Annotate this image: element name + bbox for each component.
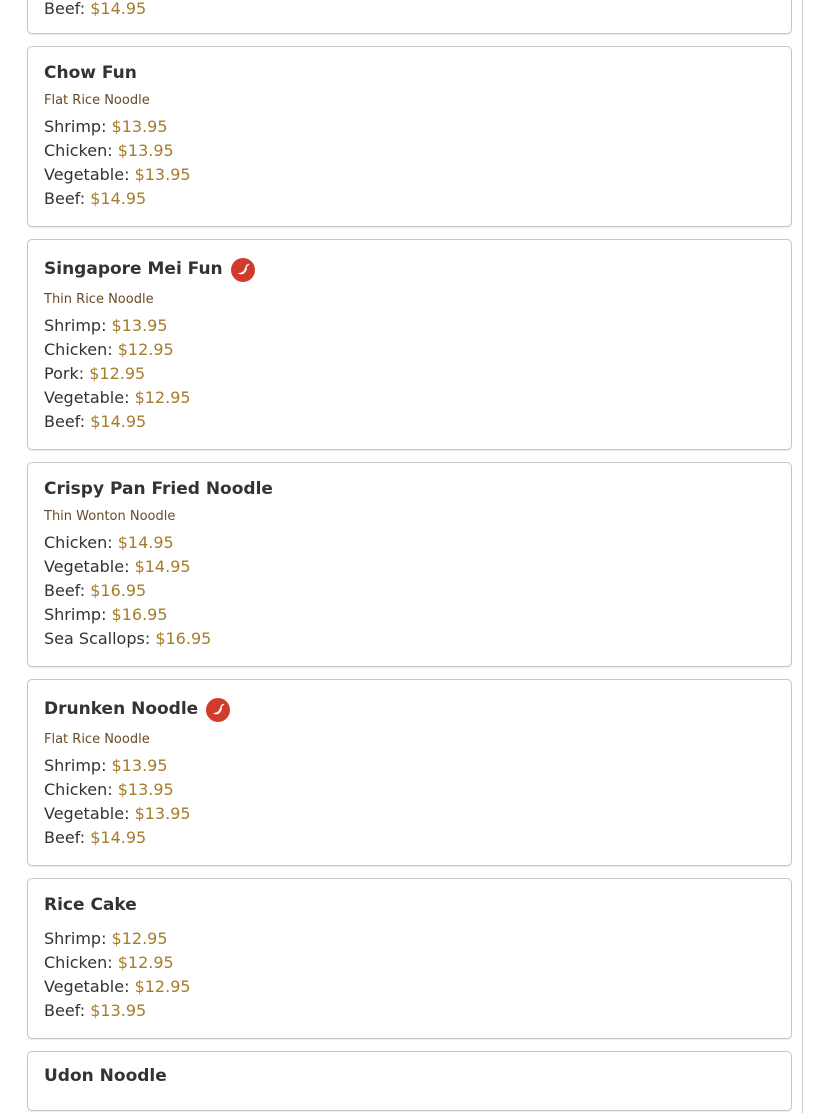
price-line — [44, 999, 775, 1023]
item-title — [44, 59, 775, 87]
price-line — [44, 163, 775, 187]
price-option-label: Chicken: — [44, 141, 113, 160]
price-line — [44, 187, 775, 211]
price-option-label: Vegetable: — [44, 388, 130, 407]
menu-item-card[interactable] — [27, 239, 792, 450]
price-value: $16.95 — [111, 605, 168, 624]
price-line — [44, 386, 775, 410]
item-title — [44, 692, 775, 726]
price-option-label: Chicken: — [44, 533, 113, 552]
price-line — [44, 826, 775, 850]
item-subtitle: Thin Rice Noodle — [44, 292, 154, 307]
price-value: $16.95 — [155, 629, 212, 648]
price-option-label: Shrimp: — [44, 929, 107, 948]
price-line — [44, 410, 775, 434]
price-line — [44, 754, 775, 778]
price-line — [44, 555, 775, 579]
item-subtitle: Thin Wonton Noodle — [44, 509, 176, 524]
price-value: $13.95 — [111, 756, 168, 775]
price-line — [44, 802, 775, 826]
item-title — [44, 1062, 775, 1090]
price-option-label: Shrimp: — [44, 117, 107, 136]
price-value: $13.95 — [111, 316, 168, 335]
price-line — [44, 0, 146, 21]
price-value: $13.95 — [111, 117, 168, 136]
price-value: $13.95 — [117, 141, 174, 160]
price-value: $12.95 — [89, 364, 146, 383]
price-option-label: Vegetable: — [44, 165, 130, 184]
price-option-label: Beef: — [44, 0, 86, 18]
price-option-label: Chicken: — [44, 953, 113, 972]
price-option-label: Shrimp: — [44, 605, 107, 624]
price-option-label: Vegetable: — [44, 977, 130, 996]
price-line — [44, 362, 775, 386]
menu-item-card[interactable] — [27, 878, 792, 1039]
menu-item-card[interactable] — [27, 462, 792, 667]
item-name: Udon Noodle — [44, 1066, 167, 1086]
price-line — [44, 531, 775, 555]
page-edge-divider — [802, 0, 803, 1113]
price-option-label: Pork: — [44, 364, 85, 383]
spacer — [44, 919, 775, 927]
chili-pepper-icon — [231, 258, 255, 282]
menu-item-card[interactable] — [27, 0, 792, 34]
price-value: $13.95 — [117, 780, 174, 799]
item-title — [44, 475, 775, 503]
price-value: $14.95 — [90, 828, 147, 847]
price-option-label: Chicken: — [44, 340, 113, 359]
price-value: $12.95 — [134, 977, 191, 996]
item-name: Drunken Noodle — [44, 699, 199, 719]
price-option-label: Sea Scallops: — [44, 629, 151, 648]
item-name: Singapore Mei Fun — [44, 259, 223, 279]
item-subtitle: Flat Rice Noodle — [44, 93, 150, 108]
price-value: $13.95 — [134, 165, 191, 184]
price-line — [44, 951, 775, 975]
price-line — [44, 975, 775, 999]
price-value: $14.95 — [90, 189, 147, 208]
price-value: $12.95 — [111, 929, 168, 948]
price-option-label: Beef: — [44, 412, 86, 431]
price-value: $14.95 — [117, 533, 174, 552]
price-line — [44, 927, 775, 951]
price-value: $13.95 — [90, 1001, 147, 1020]
price-value: $12.95 — [134, 388, 191, 407]
price-option-label: Beef: — [44, 1001, 86, 1020]
price-value: $14.95 — [134, 557, 191, 576]
item-title — [44, 252, 775, 286]
item-name: Chow Fun — [44, 63, 137, 83]
price-line — [44, 115, 775, 139]
item-name: Crispy Pan Fried Noodle — [44, 479, 273, 499]
price-value: $12.95 — [117, 340, 174, 359]
price-option-label: Shrimp: — [44, 316, 107, 335]
price-option-label: Beef: — [44, 189, 86, 208]
price-line — [44, 579, 775, 603]
price-value: $14.95 — [90, 412, 147, 431]
item-name: Rice Cake — [44, 895, 137, 915]
price-option-label: Shrimp: — [44, 756, 107, 775]
price-option-label: Chicken: — [44, 780, 113, 799]
item-title — [44, 891, 775, 919]
menu-item-list — [27, 0, 792, 1113]
menu-item-card[interactable] — [27, 1051, 792, 1111]
price-line — [44, 139, 775, 163]
item-subtitle: Flat Rice Noodle — [44, 732, 150, 747]
price-value: $13.95 — [134, 804, 191, 823]
price-option-label: Vegetable: — [44, 557, 130, 576]
price-value: $16.95 — [90, 581, 147, 600]
menu-item-card[interactable] — [27, 46, 792, 227]
price-line — [44, 778, 775, 802]
price-line — [44, 627, 775, 651]
price-option-label: Vegetable: — [44, 804, 130, 823]
price-option-label: Beef: — [44, 828, 86, 847]
price-line — [44, 314, 775, 338]
price-value: $14.95 — [90, 0, 147, 18]
chili-pepper-icon — [206, 698, 230, 722]
price-line — [44, 603, 775, 627]
menu-item-card[interactable] — [27, 679, 792, 866]
price-option-label: Beef: — [44, 581, 86, 600]
price-line — [44, 338, 775, 362]
price-value: $12.95 — [117, 953, 174, 972]
